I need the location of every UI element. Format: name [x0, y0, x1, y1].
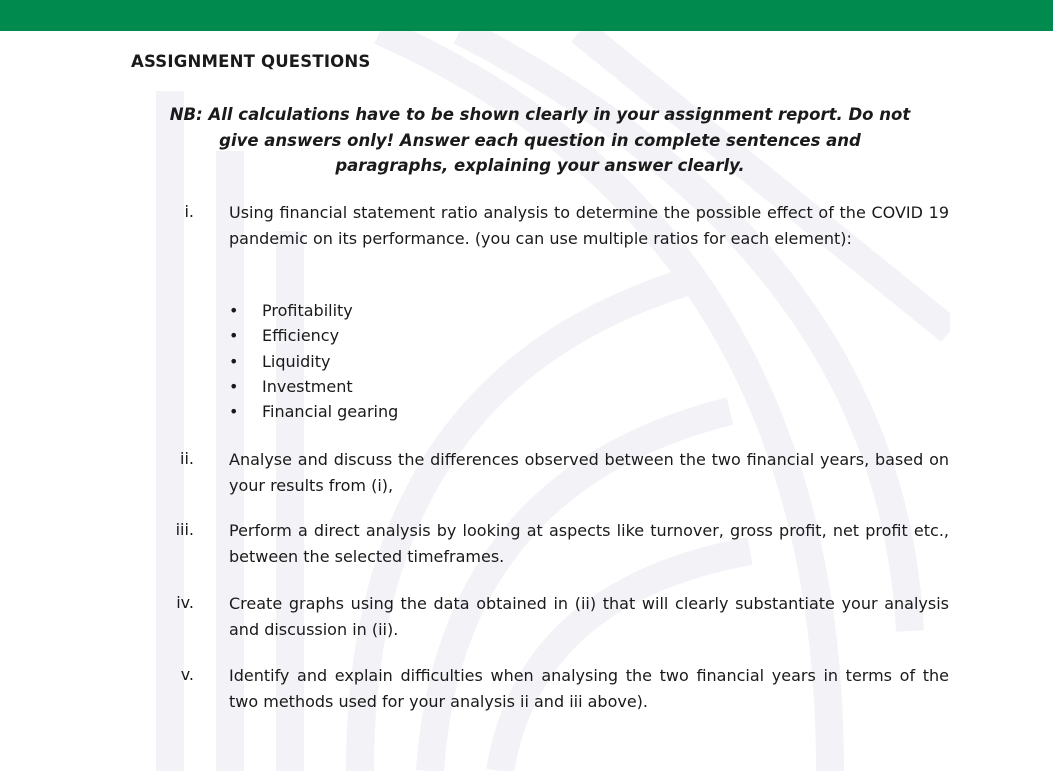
list-item-label: Financial gearing [262, 402, 399, 422]
question-number: iii. [175, 520, 194, 539]
bullet-icon: • [229, 376, 239, 396]
question-number: v. [180, 665, 194, 684]
ratio-element-list [229, 298, 398, 424]
list-item [229, 349, 398, 374]
note-line: NB: All calculations have to be shown clearly in your assignment report. Do not [169, 105, 911, 124]
question-text: Perform a direct analysis by looking at aspects like turnover, gross profit, net profit etc., between the selected timeframes. [229, 521, 949, 566]
page-title: ASSIGNMENT QUESTIONS [131, 52, 371, 71]
note-line: give answers only! Answer each question in complete sentences and [219, 130, 861, 150]
list-item [229, 399, 398, 424]
list-item [229, 374, 398, 399]
bullet-icon: • [229, 301, 239, 320]
bullet-icon: • [229, 326, 239, 346]
list-item-label: Efficiency [262, 326, 340, 346]
question-number: iv. [176, 593, 194, 612]
list-item-label: Investment [262, 376, 353, 396]
top-banner [0, 0, 1053, 31]
bullet-icon: • [229, 402, 239, 422]
question-text: Identify and explain difficulties when analysing the two financial years in terms of the two methods used for your analysis ii and iii above). [229, 666, 949, 711]
list-item [229, 323, 398, 348]
list-item-label: Profitability [262, 301, 353, 320]
list-item-label: Liquidity [262, 351, 331, 371]
question-text: Using financial statement ratio analysis to determine the possible effect of the COVID 19 pandemic on its performance. (you can use multiple ratios for each element): [229, 203, 949, 248]
bullet-icon: • [229, 351, 239, 371]
instructions-note [131, 102, 949, 179]
question-text: Analyse and discuss the differences observed between the two financial years, based on your results from (i), [229, 450, 949, 495]
note-line: paragraphs, explaining your answer clearly. [335, 156, 745, 175]
question-number: ii. [180, 449, 194, 468]
question-number: i. [184, 202, 194, 221]
question-text: Create graphs using the data obtained in (ii) that will clearly substantiate your analysis and discussion in (ii). [229, 594, 949, 639]
list-item [229, 298, 398, 323]
